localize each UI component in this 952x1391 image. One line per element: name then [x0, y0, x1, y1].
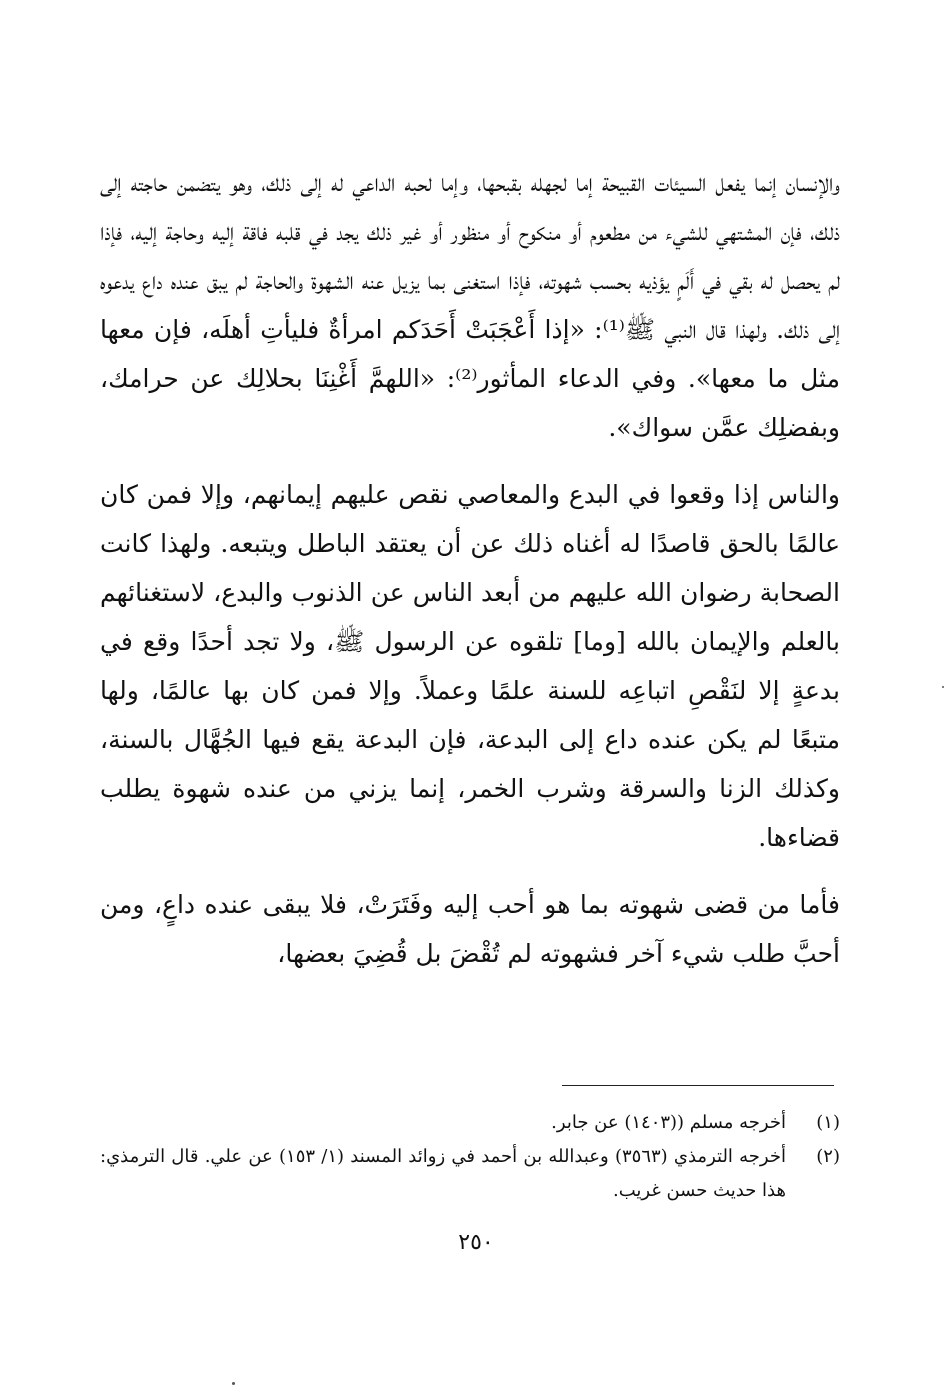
paragraph-1: والإنسان إنما يفعل السيئات القبيحة إما لجهله بقبحها، وإما لحبه الداعي له إلى ذلك، وهو يتضمن حاجته إلى ذلك، فإن المشتهي للشيء من مطعوم أو منكوح أو منظور أو غير ذلك يجد في قلبه فاقة إليه وحاجة إليه، فإذا لم يحصل له بقي في أَلَمٍ يؤذيه بحسب شهوته، فإذا استغنى بما يزيل عنه الشهوة والحاجة لم يبق عنده داع يدعوه إلى ذلك. ولهذا قال النبي ﷺ⁽¹⁾: «إذا أَعْجَبَتْ أَحَدَكم امرأةٌ فليأتِ أهلَه، فإن معها مثل ما معها». وفي الدعاء المأثور⁽²⁾: «اللهمَّ أَغْنِنَا بحلالِك عن حرامك، وبفضلِك عمَّن سواك».: [100, 168, 841, 442]
scan-speck: [942, 686, 944, 688]
scan-speck: [232, 1382, 235, 1385]
paragraph-2: والناس إذا وقعوا في البدع والمعاصي نقص عليهم إيمانهم، وإلا فمن كان عالمًا بالحق قاصدًا له أغناه ذلك عن أن يعتقد الباطل ويتبعه. ولهذا كانت الصحابة رضوان الله عليهم من أبعد الناس عن الذنوب والبدع، لاستغنائهم بالعلم والإيمان بالله [وما] تلقوه عن الرسول ﷺ، ولا تجد أحدًا وقع في بدعةٍ إلا لنَقْصِ اتباعِه للسنة علمًا وعملاً. وإلا فمن كان بها عالمًا، ولها متبعًا لم يكن عنده داع إلى البدعة، فإن البدعة يقع فيها الجُهَّال بالسنة، وكذلك الزنا والسرقة وشرب الخمر، إنما يزني من عنده شهوة يطلب قضاءها.: [100, 480, 840, 852]
footnote-number: (٢): [816, 1146, 840, 1167]
footnotes: [100, 1106, 840, 1208]
main-text: [100, 158, 840, 978]
footnote-2: [100, 1140, 840, 1208]
paragraph-3: فأما من قضى شهوته بما هو أحب إليه وفَتَرَتْ، فلا يبقى عنده داعٍ، ومن أحبَّ طلب شيء آخر فشهوته لم تُقْضَ بل قُضِيَ بعضها،: [100, 890, 840, 968]
footnote-text: أخرجه الترمذي (٣٥٦٣) وعبدالله بن أحمد في زوائد المسند (١/ ١٥٣) عن علي. قال الترمذي: هذا حديث حسن غريب.: [100, 1146, 786, 1201]
footnote-divider: [562, 1085, 834, 1086]
footnote-text: أخرجه مسلم ((١٤٠٣) عن جابر.: [551, 1112, 786, 1133]
footnote-number: (١): [816, 1112, 840, 1133]
footnote-1: [100, 1106, 840, 1140]
page-number: ٢٥٠: [458, 1230, 494, 1255]
